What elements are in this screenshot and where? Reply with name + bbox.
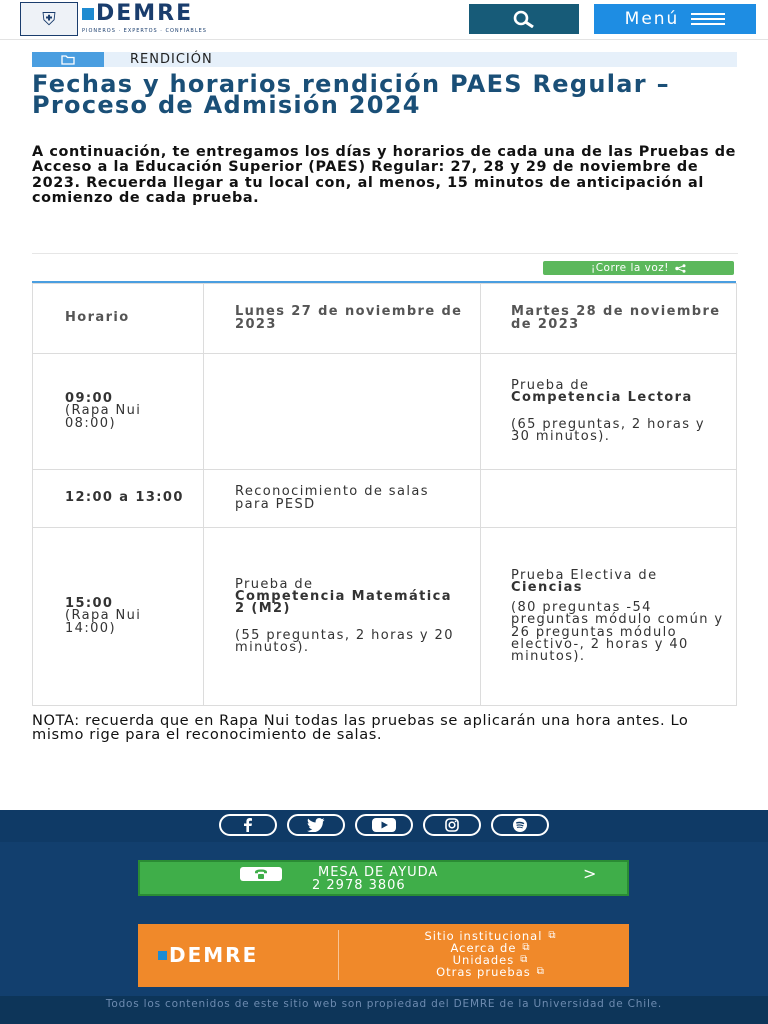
table-row (33, 528, 737, 706)
test-prefix: Prueba de (511, 378, 590, 394)
menu-label: Menú (624, 9, 680, 29)
help-desk-phone: 2 2978 3806 (312, 878, 406, 893)
divider (32, 253, 738, 254)
youtube-link[interactable] (355, 814, 413, 836)
category-label[interactable]: RENDICIÓN (130, 52, 213, 67)
menu-button[interactable] (594, 4, 756, 34)
facebook-link[interactable] (219, 814, 277, 836)
footer-logo[interactable]: DEMRE (158, 943, 258, 967)
rapa-nui-note: NOTA: recuerda que en Rapa Nui todas las pruebas se aplicarán una hora antes. Lo mismo rige para el reconocimiento de salas. (32, 712, 689, 744)
row-time: 09:00 (65, 391, 114, 407)
link-unidades[interactable]: Unidades ⧉ (452, 953, 529, 967)
header-lunes: Lunes 27 de noviembre de 2023 (204, 284, 481, 354)
test-prefix: Prueba de (235, 576, 314, 592)
external-link-icon: ⧉ (536, 966, 545, 977)
copyright-text: Todos los contenidos de este sitio web son propiedad del DEMRE de la Universidad de Chile. (0, 996, 768, 1024)
table-row (33, 470, 737, 528)
test-detail: (65 preguntas, 2 horas y 30 minutos). (511, 416, 705, 444)
footer-links (368, 930, 613, 978)
help-desk-title: MESA DE AYUDA (318, 865, 439, 880)
test-name: Competencia Matemática 2 (M2) (235, 589, 452, 617)
university-crest-icon: ⛨ (20, 2, 78, 36)
schedule-table (32, 281, 736, 705)
twitter-icon (307, 818, 325, 832)
search-button[interactable] (469, 4, 579, 34)
category-badge[interactable] (32, 52, 104, 67)
test-detail: (55 preguntas, 2 horas y 20 minutos). (235, 627, 454, 655)
phone-icon (240, 867, 282, 881)
link-acerca-de[interactable]: Acerca de ⧉ (450, 941, 531, 955)
external-link-icon: ⧉ (548, 930, 557, 941)
link-sitio-institucional[interactable]: Sitio institucional ⧉ (424, 929, 557, 943)
external-link-icon: ⧉ (520, 954, 529, 965)
empty-cell (204, 354, 481, 470)
share-icon (675, 264, 686, 273)
site-header (0, 0, 768, 40)
row-time-sub: (Rapa Nui 14:00) (65, 608, 142, 636)
table-row (33, 354, 737, 470)
site-footer (0, 810, 768, 1024)
test-detail: (80 preguntas -54 preguntas módulo común y 26 preguntas módulo electivo-, 2 horas y 40 minutos). (511, 600, 724, 664)
room-recognition: Reconocimiento de salas para PESD (235, 484, 429, 512)
link-otras-pruebas[interactable]: Otras pruebas ⧉ (436, 965, 545, 979)
social-bar (0, 810, 768, 842)
share-button[interactable] (543, 261, 734, 275)
test-prefix: Prueba Electiva de (511, 567, 658, 583)
article-intro: A continuación, te entregamos los días y horarios de cada una de las Pruebas de Acceso a la Educación Superior (PAES) Regular: 27, 28 y 29 de noviembre de 2023. Recuerda llegar a tu local con, al menos, 15 minutos de anticipación al comienzo de cada prueba. (32, 144, 737, 207)
empty-cell (481, 470, 737, 528)
page-title: Fechas y horarios rendición PAES Regular – Proceso de Admisión 2024 (32, 70, 670, 119)
divider (338, 930, 339, 980)
logo-tagline: PIONEROS · EXPERTOS · CONFIABLES (82, 28, 207, 34)
header-horario: Horario (33, 284, 204, 354)
category-bar (32, 52, 737, 67)
instagram-icon (445, 818, 459, 832)
hamburger-icon (691, 13, 725, 25)
instagram-link[interactable] (423, 814, 481, 836)
row-time: 12:00 a 13:00 (65, 490, 184, 506)
table-header-row (33, 284, 737, 354)
twitter-link[interactable] (287, 814, 345, 836)
header-martes: Martes 28 de noviembre de 2023 (481, 284, 737, 354)
chevron-right-icon: > (583, 864, 597, 883)
logo-wordmark: DEMRE (96, 1, 194, 26)
search-icon (511, 10, 537, 28)
external-link-icon: ⧉ (522, 942, 531, 953)
row-time-sub: (Rapa Nui 08:00) (65, 403, 142, 431)
test-name: Competencia Lectora (511, 390, 693, 406)
institutional-panel (138, 924, 629, 987)
facebook-icon (243, 818, 253, 832)
test-name: Ciencias (511, 579, 583, 595)
spotify-link[interactable] (491, 814, 549, 836)
demre-logo[interactable] (20, 2, 207, 38)
help-desk-button[interactable] (138, 860, 629, 896)
youtube-icon (372, 818, 396, 832)
folder-icon (61, 55, 75, 65)
spotify-icon (513, 818, 527, 832)
row-time: 15:00 (65, 596, 114, 612)
share-label: ¡Corre la voz! (590, 262, 670, 274)
